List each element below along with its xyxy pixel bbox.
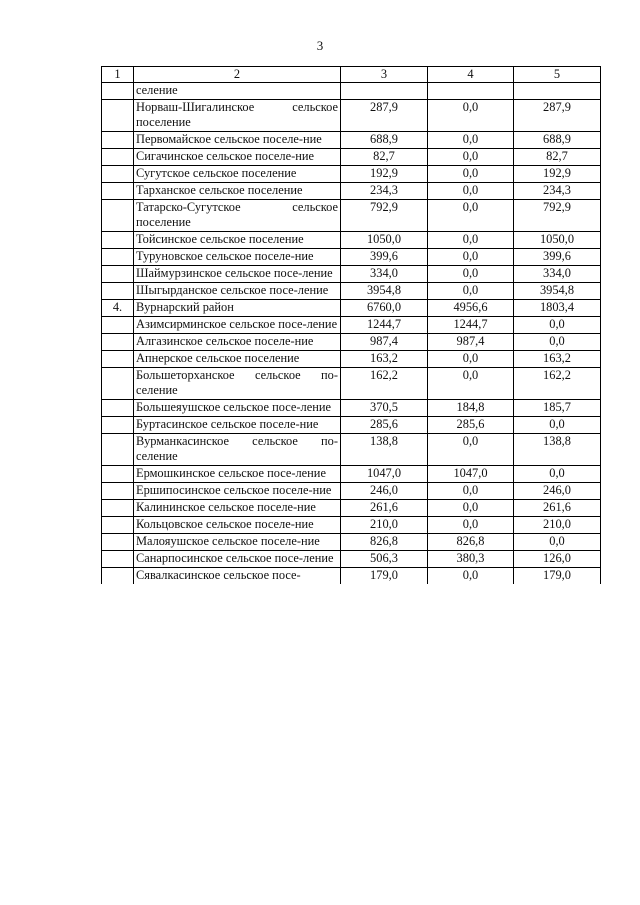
- settlement-name-cell: Ершипосинское сельское поселе-ние: [134, 483, 341, 500]
- value-cell: 0,0: [514, 466, 601, 483]
- value-cell: 3954,8: [514, 283, 601, 300]
- value-cell: 285,6: [428, 417, 514, 434]
- table-row: [102, 417, 601, 434]
- value-cell: 0,0: [428, 283, 514, 300]
- value-cell: 210,0: [514, 517, 601, 534]
- value-cell: 82,7: [514, 149, 601, 166]
- value-cell: 0,0: [428, 149, 514, 166]
- value-cell: 688,9: [341, 132, 428, 149]
- row-number-cell: [102, 368, 134, 400]
- table-row: [102, 100, 601, 132]
- table-row: [102, 551, 601, 568]
- row-number-cell: 4.: [102, 300, 134, 317]
- row-number-cell: [102, 266, 134, 283]
- table-row: [102, 466, 601, 483]
- value-cell: 3954,8: [341, 283, 428, 300]
- value-cell: 0,0: [428, 568, 514, 585]
- settlement-name-cell: Сявалкасинское сельское посе-: [134, 568, 341, 585]
- value-cell: 334,0: [341, 266, 428, 283]
- value-cell: 0,0: [514, 334, 601, 351]
- value-cell: 234,3: [514, 183, 601, 200]
- settlement-name-cell: Малояушское сельское поселе-ние: [134, 534, 341, 551]
- table-row: [102, 83, 601, 100]
- value-cell: 0,0: [428, 266, 514, 283]
- settlement-name-cell: Калининское сельское поселе-ние: [134, 500, 341, 517]
- table-row: [102, 534, 601, 551]
- row-number-cell: [102, 534, 134, 551]
- value-cell: 285,6: [341, 417, 428, 434]
- row-number-cell: [102, 317, 134, 334]
- column-header: 4: [428, 67, 514, 83]
- table-row: [102, 232, 601, 249]
- value-cell: [341, 83, 428, 100]
- value-cell: 0,0: [428, 368, 514, 400]
- settlement-name-cell: Апнерское сельское поселение: [134, 351, 341, 368]
- row-number-cell: [102, 149, 134, 166]
- settlement-name-cell: Тойсинское сельское поселение: [134, 232, 341, 249]
- settlement-name-cell: Санарпосинское сельское посе-ление: [134, 551, 341, 568]
- settlement-name-cell: Туруновское сельское поселе-ние: [134, 249, 341, 266]
- row-number-cell: [102, 351, 134, 368]
- row-number-cell: [102, 249, 134, 266]
- row-number-cell: [102, 417, 134, 434]
- value-cell: 246,0: [341, 483, 428, 500]
- value-cell: 179,0: [341, 568, 428, 585]
- row-number-cell: [102, 517, 134, 534]
- settlement-name-cell: Вурманкасинское сельское по-селение: [134, 434, 341, 466]
- value-cell: 370,5: [341, 400, 428, 417]
- value-cell: 261,6: [341, 500, 428, 517]
- settlement-name-cell: селение: [134, 83, 341, 100]
- table-row: [102, 334, 601, 351]
- value-cell: 792,9: [514, 200, 601, 232]
- table-header-row: [102, 67, 601, 83]
- table-row: [102, 300, 601, 317]
- settlement-name-cell: Шыгырданское сельское посе-ление: [134, 283, 341, 300]
- row-number-cell: [102, 483, 134, 500]
- value-cell: 0,0: [428, 232, 514, 249]
- row-number-cell: [102, 551, 134, 568]
- value-cell: 246,0: [514, 483, 601, 500]
- table-row: [102, 434, 601, 466]
- value-cell: [514, 83, 601, 100]
- value-cell: 0,0: [428, 500, 514, 517]
- value-cell: 192,9: [514, 166, 601, 183]
- table-row: [102, 283, 601, 300]
- value-cell: 0,0: [428, 132, 514, 149]
- value-cell: 138,8: [514, 434, 601, 466]
- column-header: 2: [134, 67, 341, 83]
- table-row: [102, 132, 601, 149]
- settlement-name-cell: Сугутское сельское поселение: [134, 166, 341, 183]
- row-number-cell: [102, 568, 134, 585]
- value-cell: 506,3: [341, 551, 428, 568]
- table-row: [102, 400, 601, 417]
- settlement-name-cell: Алгазинское сельское поселе-ние: [134, 334, 341, 351]
- row-number-cell: [102, 200, 134, 232]
- settlement-name-cell: Татарско-Сугутское сельское поселение: [134, 200, 341, 232]
- value-cell: 0,0: [428, 434, 514, 466]
- settlement-name-cell: Большеяушское сельское посе-ление: [134, 400, 341, 417]
- table-row: [102, 568, 601, 585]
- value-cell: 287,9: [514, 100, 601, 132]
- value-cell: 163,2: [514, 351, 601, 368]
- value-cell: 234,3: [341, 183, 428, 200]
- value-cell: 179,0: [514, 568, 601, 585]
- settlement-name-cell: Сигачинское сельское поселе-ние: [134, 149, 341, 166]
- value-cell: 826,8: [341, 534, 428, 551]
- value-cell: 210,0: [341, 517, 428, 534]
- row-number-cell: [102, 132, 134, 149]
- value-cell: 192,9: [341, 166, 428, 183]
- value-cell: 1047,0: [341, 466, 428, 483]
- value-cell: 126,0: [514, 551, 601, 568]
- table-row: [102, 266, 601, 283]
- value-cell: 287,9: [341, 100, 428, 132]
- value-cell: 688,9: [514, 132, 601, 149]
- table-row: [102, 249, 601, 266]
- settlement-name-cell: Ермошкинское сельское посе-ление: [134, 466, 341, 483]
- value-cell: 184,8: [428, 400, 514, 417]
- table-row: [102, 317, 601, 334]
- row-number-cell: [102, 100, 134, 132]
- row-number-cell: [102, 166, 134, 183]
- row-number-cell: [102, 400, 134, 417]
- value-cell: 826,8: [428, 534, 514, 551]
- table-row: [102, 351, 601, 368]
- settlement-name-cell: Первомайское сельское поселе-ние: [134, 132, 341, 149]
- value-cell: 0,0: [428, 483, 514, 500]
- table-row: [102, 500, 601, 517]
- table-row: [102, 483, 601, 500]
- value-cell: 1047,0: [428, 466, 514, 483]
- row-number-cell: [102, 500, 134, 517]
- row-number-cell: [102, 83, 134, 100]
- value-cell: 0,0: [514, 534, 601, 551]
- value-cell: 163,2: [341, 351, 428, 368]
- value-cell: 185,7: [514, 400, 601, 417]
- value-cell: 399,6: [514, 249, 601, 266]
- table-row: [102, 517, 601, 534]
- value-cell: 162,2: [514, 368, 601, 400]
- table-row: [102, 166, 601, 183]
- settlement-name-cell: Вурнарский район: [134, 300, 341, 317]
- value-cell: 987,4: [428, 334, 514, 351]
- value-cell: [428, 83, 514, 100]
- row-number-cell: [102, 232, 134, 249]
- row-number-cell: [102, 334, 134, 351]
- table-body: [102, 83, 601, 585]
- value-cell: 0,0: [428, 200, 514, 232]
- value-cell: 162,2: [341, 368, 428, 400]
- settlement-name-cell: Кольцовское сельское поселе-ние: [134, 517, 341, 534]
- table-row: [102, 183, 601, 200]
- budget-table: [101, 66, 601, 584]
- value-cell: 6760,0: [341, 300, 428, 317]
- value-cell: 261,6: [514, 500, 601, 517]
- value-cell: 0,0: [514, 417, 601, 434]
- value-cell: 1244,7: [341, 317, 428, 334]
- settlement-name-cell: Большеторханское сельское по-селение: [134, 368, 341, 400]
- value-cell: 987,4: [341, 334, 428, 351]
- value-cell: 1050,0: [341, 232, 428, 249]
- value-cell: 334,0: [514, 266, 601, 283]
- value-cell: 1050,0: [514, 232, 601, 249]
- column-header: 1: [102, 67, 134, 83]
- value-cell: 1803,4: [514, 300, 601, 317]
- value-cell: 0,0: [428, 249, 514, 266]
- table-row: [102, 368, 601, 400]
- value-cell: 0,0: [428, 100, 514, 132]
- value-cell: 4956,6: [428, 300, 514, 317]
- value-cell: 0,0: [428, 183, 514, 200]
- row-number-cell: [102, 183, 134, 200]
- column-header: 3: [341, 67, 428, 83]
- value-cell: 380,3: [428, 551, 514, 568]
- settlement-name-cell: Шаймурзинское сельское посе-ление: [134, 266, 341, 283]
- value-cell: 399,6: [341, 249, 428, 266]
- settlement-name-cell: Буртасинское сельское поселе-ние: [134, 417, 341, 434]
- row-number-cell: [102, 283, 134, 300]
- value-cell: 0,0: [428, 166, 514, 183]
- value-cell: 82,7: [341, 149, 428, 166]
- table-row: [102, 149, 601, 166]
- settlement-name-cell: Тарханское сельское поселение: [134, 183, 341, 200]
- value-cell: 0,0: [428, 517, 514, 534]
- column-header: 5: [514, 67, 601, 83]
- value-cell: 792,9: [341, 200, 428, 232]
- value-cell: 1244,7: [428, 317, 514, 334]
- table-row: [102, 200, 601, 232]
- row-number-cell: [102, 434, 134, 466]
- value-cell: 0,0: [428, 351, 514, 368]
- value-cell: 0,0: [514, 317, 601, 334]
- settlement-name-cell: Норваш-Шигалинское сельское поселение: [134, 100, 341, 132]
- settlement-name-cell: Азимсирминское сельское посе-ление: [134, 317, 341, 334]
- page-number: 3: [316, 38, 324, 53]
- row-number-cell: [102, 466, 134, 483]
- value-cell: 138,8: [341, 434, 428, 466]
